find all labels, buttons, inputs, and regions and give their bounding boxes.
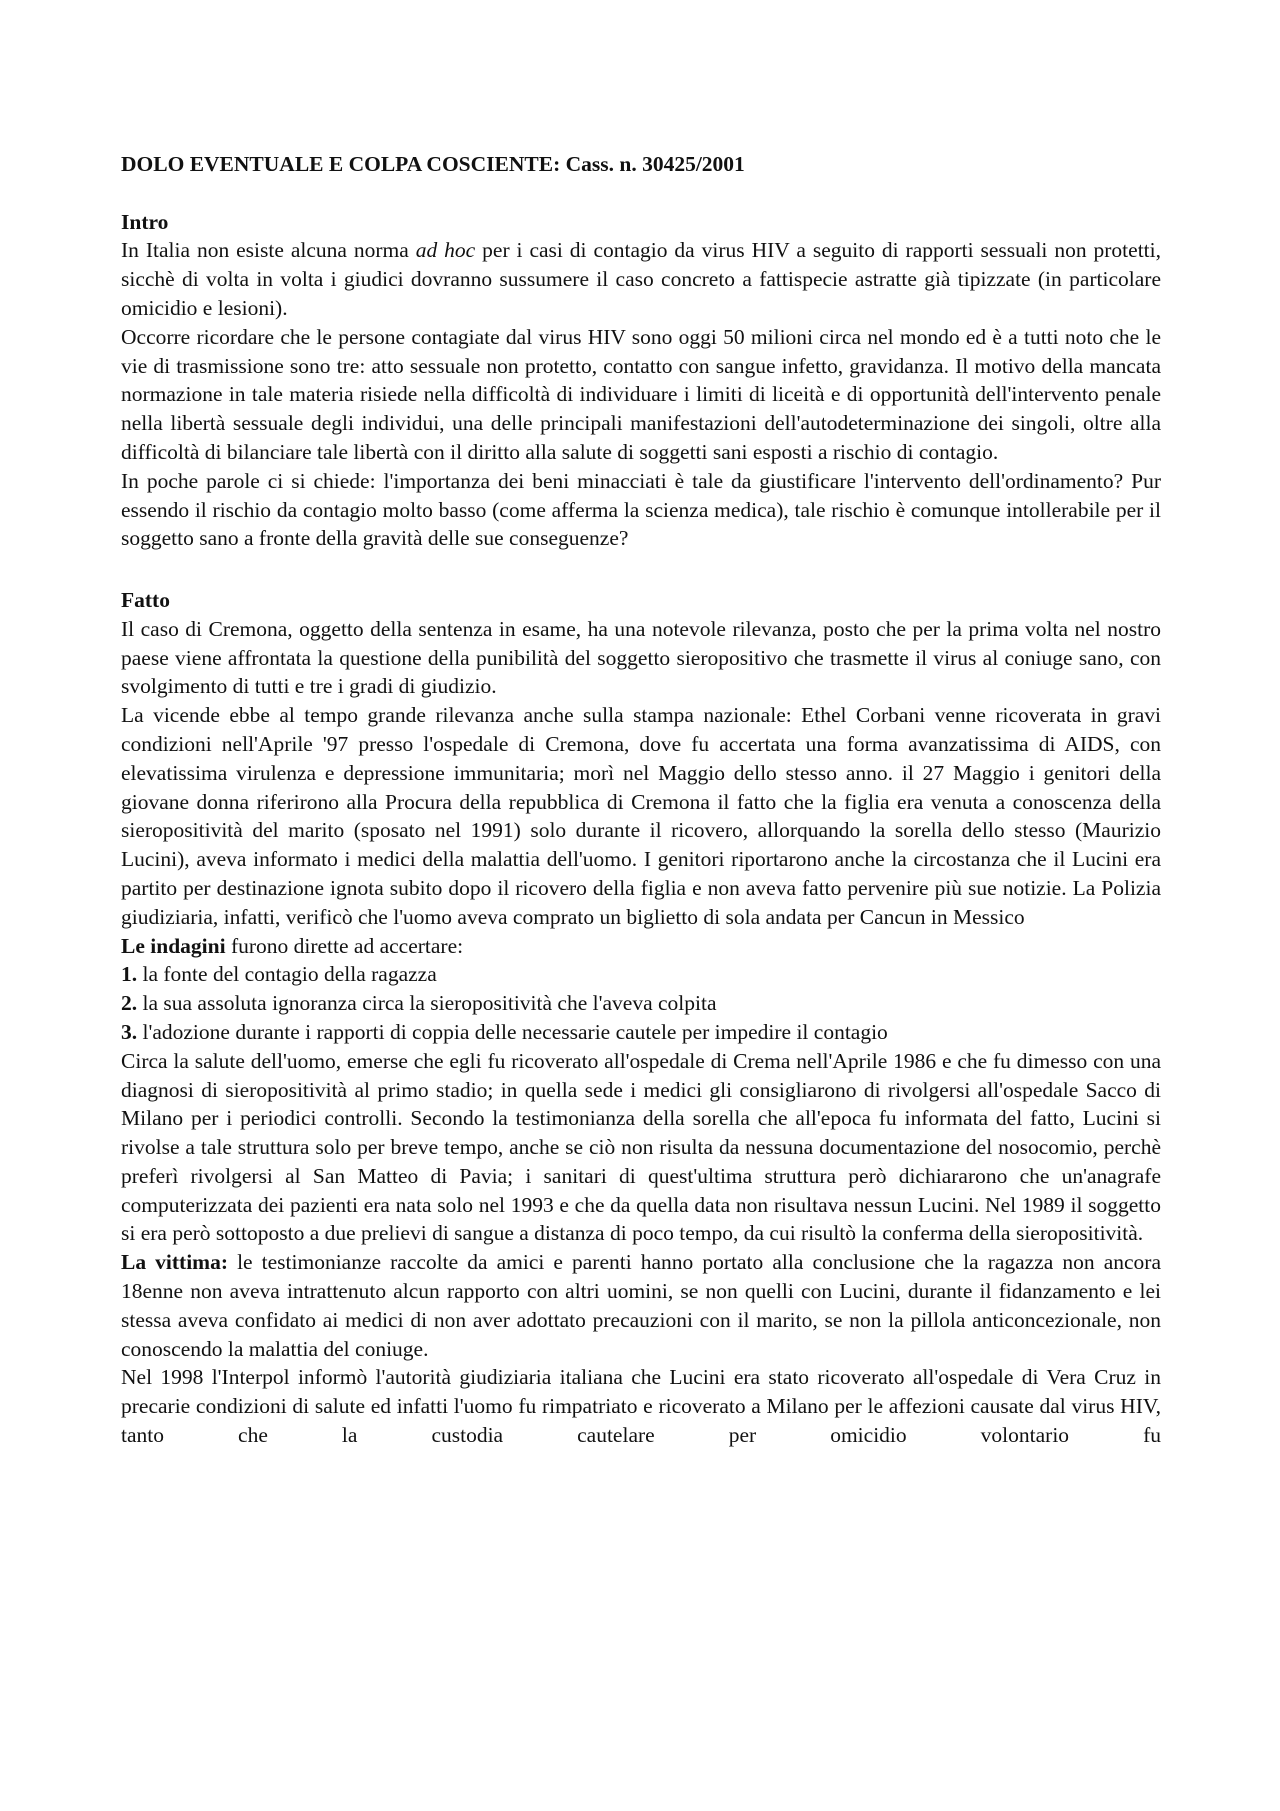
- fatto-paragraph-4: Nel 1998 l'Interpol informò l'autorità giudiziaria italiana che Lucini era stato ricoverato all'ospedale di Vera Cruz in precarie condizioni di salute ed infatti l'uomo fu rimpatriato e ricoverato a Milano per le affezioni causate dal virus HIV, tanto che la custodia cautelare per omicidio volontario fu: [121, 1365, 1161, 1448]
- intro-paragraph-2: Occorre ricordare che le persone contagiate dal virus HIV sono oggi 50 milioni circa nel mondo ed è a tutti noto che le vie di trasmissione sono tre: atto sessuale non protetto, contatto con sangue infetto, gravidanza. Il motivo della mancata normazione in tale materia risiede nella difficoltà di individuare i limiti di liceità e di opportunità dell'intervento penale nella libertà sessuale degli individui, una delle principali manifestazioni dell'autodeterminazione dei singoli, oltre alla difficoltà di bilanciare tale libertà con il diritto alla salute di soggetti sani esposti a rischio di contagio.: [121, 324, 1161, 464]
- intro-p1-before: In Italia non esiste alcuna norma: [121, 238, 416, 263]
- intro-paragraph-1: [121, 236, 1161, 322]
- vittima-text: le testimonianze raccolte da amici e parenti hanno portato alla conclusione che la ragazza non ancora 18enne non aveva intrattenuto alcun rapporto con altri uomini, se non quelli con Lucini, durante il fidanzamento e lei stessa aveva confidato ai medici di non aver adottato precauzioni con il marito, se non la pillola anticoncezionale, non conoscendo la malattia del coniuge.: [121, 1250, 1161, 1361]
- list-item-number: 1.: [121, 962, 138, 987]
- intro-p1-emphasis: ad hoc: [415, 238, 476, 263]
- list-item: [121, 989, 1161, 1018]
- indagini-label: Le indagini: [121, 933, 226, 958]
- spacer: [121, 553, 1161, 582]
- fatto-heading: Fatto: [121, 587, 170, 612]
- list-item-text: l'adozione durante i rapporti di coppia delle necessarie cautele per impedire il contagio: [137, 1019, 888, 1044]
- vittima-label: La vittima:: [121, 1250, 228, 1275]
- vittima-paragraph: [121, 1248, 1161, 1363]
- document-title: DOLO EVENTUALE E COLPA COSCIENTE: Cass. n. 30425/2001: [121, 152, 745, 176]
- list-item-number: 3.: [121, 1019, 138, 1044]
- document-page: [121, 150, 1161, 1450]
- fatto-paragraph-2: La vicende ebbe al tempo grande rilevanza anche sulla stampa nazionale: Ethel Corbani venne ricoverata in gravi condizioni nell'Aprile '97 presso l'ospedale di Cremona, dove fu accertata una forma avanzatissima di AIDS, con elevatissima virulenza e depressione immunitaria; morì nel Maggio dello stesso anno. il 27 Maggio i genitori della giovane donna riferirono alla Procura della repubblica di Cremona il fatto che la figlia era venuta a conoscenza della sieropositività del marito (sposato nel 1991) solo durante il ricovero, allorquando la sorella dello stesso (Maurizio Lucini), aveva informato i medici della malattia dell'uomo. I genitori riportarono anche la circostanza che il Lucini era partito per destinazione ignota subito dopo il ricovero della figlia e non aveva fatto pervenire più sue notizie. La Polizia giudiziaria, infatti, verificò che l'uomo aveva comprato un biglietto di sola andata per Cancun in Messico: [121, 703, 1161, 929]
- list-item-text: la fonte del contagio della ragazza: [137, 962, 437, 987]
- intro-heading: Intro: [121, 209, 169, 234]
- intro-paragraph-3: In poche parole ci si chiede: l'importanza dei beni minacciati è tale da giustificare l'intervento dell'ordinamento? Pur essendo il rischio da contagio molto basso (come afferma la scienza medica), tale rischio è comunque intollerabile per il soggetto sano a fronte della gravità delle sue conseguenze?: [121, 468, 1161, 551]
- indagini-line: [121, 932, 1161, 961]
- intro-p1-after: per i casi di contagio da virus HIV a seguito di rapporti sessuali non protetti, sicchè di volta in volta i giudici dovranno sussumere il caso concreto a fattispecie astratte già tipizzate (in particolare omicidio e lesioni).: [121, 238, 1161, 320]
- list-item: [121, 1018, 1161, 1047]
- spacer: [121, 179, 1161, 208]
- fatto-paragraph-1: Il caso di Cremona, oggetto della sentenza in esame, ha una notevole rilevanza, posto che per la prima volta nel nostro paese viene affrontata la questione della punibilità del soggetto sieropositivo che trasmette il virus al coniuge sano, con svolgimento di tutti e tre i gradi di giudizio.: [121, 616, 1161, 699]
- list-item-text: la sua assoluta ignoranza circa la sieropositività che l'aveva colpita: [137, 991, 717, 1016]
- list-item-number: 2.: [121, 991, 138, 1016]
- indagini-text: furono dirette ad accertare:: [225, 933, 464, 958]
- fatto-paragraph-3: Circa la salute dell'uomo, emerse che egli fu ricoverato all'ospedale di Crema nell'Aprile 1986 e che fu dimesso con una diagnosi di sieropositività al primo stadio; in quella sede i medici gli consigliarono di rivolgersi all'ospedale Sacco di Milano per i periodici controlli. Secondo la testimonianza della sorella che all'epoca fu informata del fatto, Lucini si rivolse a tale struttura solo per breve tempo, anche se ciò non risulta da nessuna documentazione del nosocomio, perchè preferì rivolgersi al San Matteo di Pavia; i sanitari di quest'ultima struttura però dichiararono che un'anagrafe computerizzata dei pazienti era nata solo nel 1993 e che da quella data non risultava nessun Lucini. Nel 1989 il soggetto si era però sottoposto a due prelievi di sangue a distanza di poco tempo, da cui risultò la conferma della sieropositività.: [121, 1048, 1161, 1246]
- list-item: [121, 960, 1161, 989]
